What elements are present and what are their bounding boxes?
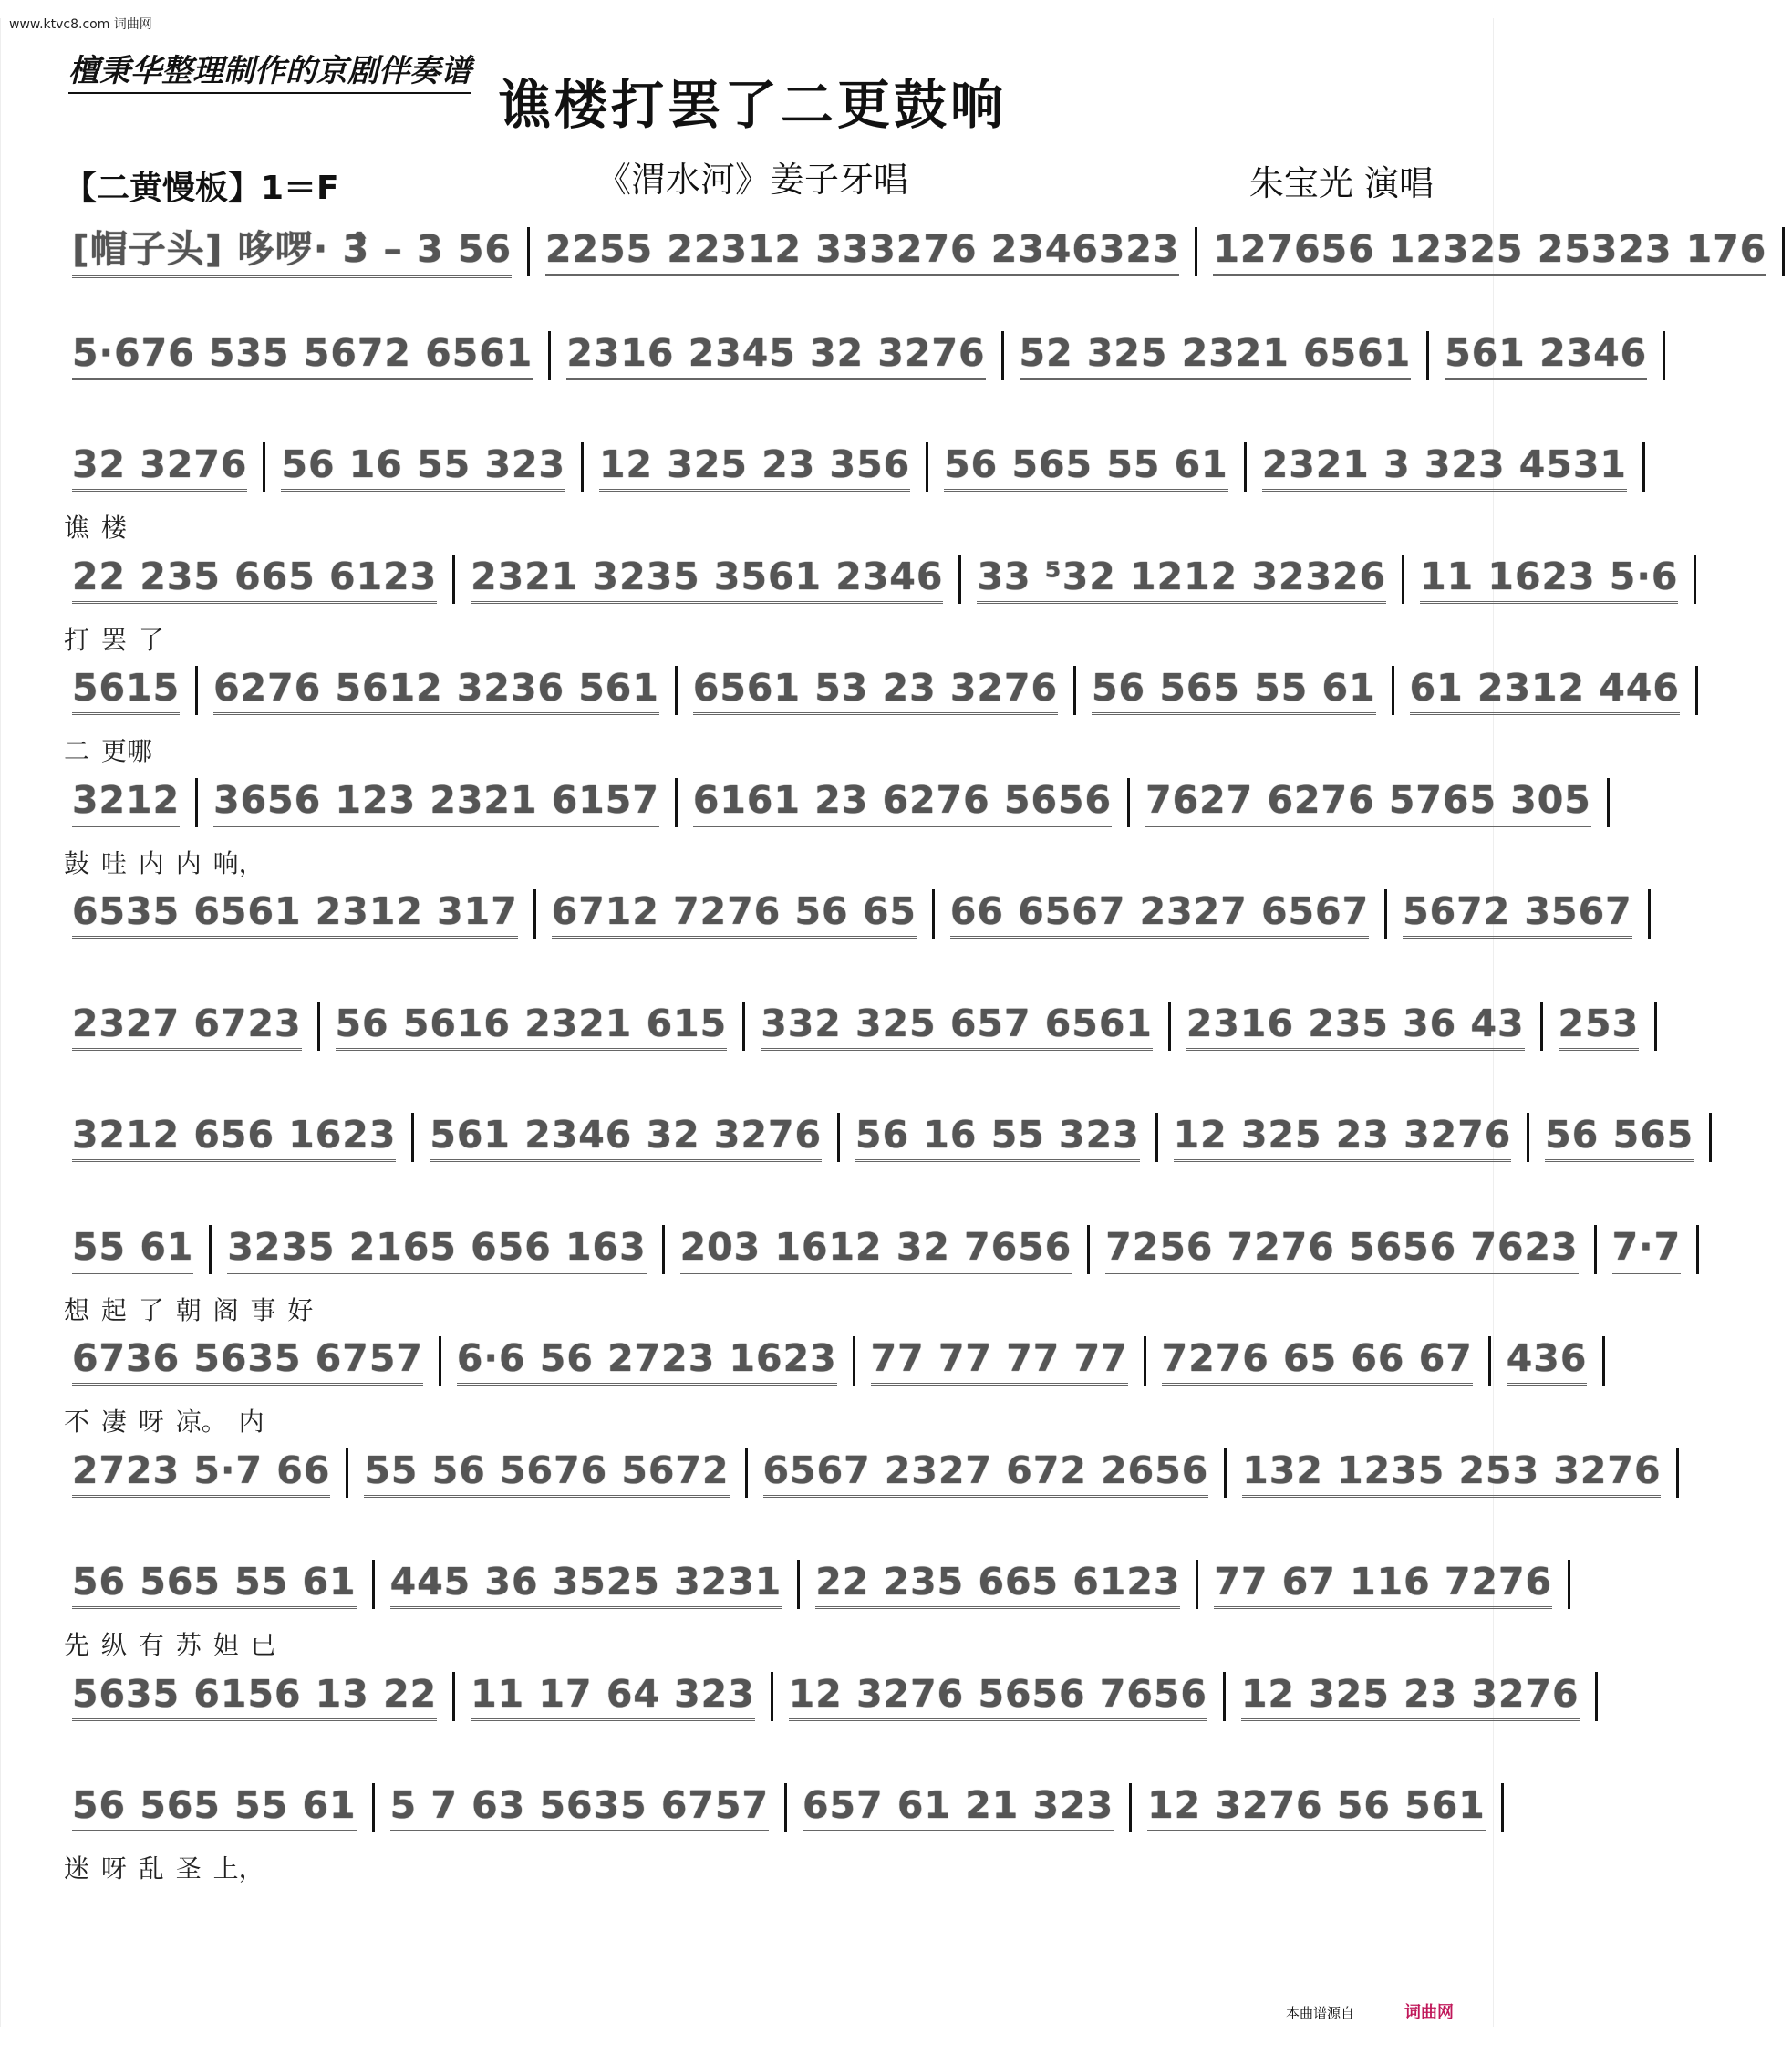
barline: [263, 442, 265, 492]
measure: 132 1235 253 3276: [1242, 1448, 1661, 1498]
notation-line: [64, 554, 1679, 609]
barline: [1607, 778, 1610, 827]
measure: 32 3276: [72, 442, 247, 492]
barline: [1223, 1672, 1226, 1721]
measure: 12 3276 56 561: [1147, 1783, 1486, 1832]
barline: [1001, 331, 1004, 380]
barline: [837, 1113, 840, 1162]
barline: [797, 1560, 800, 1609]
measure: 33 ⁵32 1212 32326: [977, 555, 1386, 604]
lyric-line: 鼓 哇 内 内 响，: [64, 847, 264, 878]
barline: [1501, 1783, 1504, 1832]
lyric-line: 二 更哪: [64, 736, 152, 766]
notation-line: [64, 1448, 1662, 1503]
barline: [1654, 1002, 1657, 1051]
barline: [1196, 1560, 1198, 1609]
measure: 56 565 55 61: [944, 442, 1228, 492]
notation-line: [64, 1336, 1588, 1391]
measure: 56 565 55 61: [72, 1783, 357, 1832]
barline: [1568, 1560, 1570, 1609]
measure: 56 565 55 61: [72, 1560, 357, 1609]
mode-and-key: 【二黄慢板】1＝F: [64, 170, 339, 207]
page-title: 谯楼打罢了二更鼓响: [497, 74, 1007, 136]
measure: 6561 53 23 3276: [693, 666, 1058, 715]
measure: 561 2346 32 3276: [430, 1113, 822, 1162]
measure: 56 5616 2321 615: [336, 1002, 728, 1051]
lyric-line: [64, 285, 1441, 317]
measure: 56 565 55 61: [1092, 666, 1376, 715]
barline: [1663, 331, 1665, 380]
measure: 5672 3567: [1403, 889, 1632, 939]
measure: 56 565: [1545, 1113, 1694, 1162]
barline: [853, 1336, 855, 1386]
lyric-line: [64, 397, 1441, 430]
barline: [1195, 227, 1197, 276]
barline: [195, 666, 198, 715]
measure: 77 67 116 7276: [1214, 1560, 1552, 1609]
score-row: [64, 889, 1632, 990]
notation-line: [64, 1001, 1640, 1056]
barline: [1695, 666, 1698, 715]
measure: 3212 656 1623: [72, 1113, 396, 1162]
measure: 3212: [72, 778, 180, 827]
measure: 7256 7276 5656 7623: [1105, 1225, 1578, 1274]
notation-line: [64, 1113, 1694, 1168]
measure: 2723 5·7 66: [72, 1448, 330, 1498]
barline: [1676, 1448, 1679, 1498]
barline: [533, 889, 536, 939]
measure: 332 325 657 6561: [761, 1002, 1153, 1051]
measure: 561 2346: [1445, 331, 1647, 380]
measure: 127656 12325 25323 176: [1213, 227, 1766, 276]
measure: 3235 2165 656 163: [227, 1225, 646, 1274]
notation-line: [64, 442, 1627, 497]
measure: 5·676 535 5672 6561: [72, 331, 533, 380]
score-row: [64, 330, 1648, 431]
score-row: [64, 442, 1627, 543]
measure: 22 235 665 6123: [72, 555, 437, 604]
barline: [1155, 1113, 1158, 1162]
barline: [1694, 555, 1696, 604]
barline: [1488, 1336, 1491, 1386]
lyric-line: [64, 1514, 1441, 1547]
score-row: [64, 777, 1591, 878]
barline: [1642, 442, 1645, 492]
barline: [1144, 1336, 1146, 1386]
performer: 朱宝光 演唱: [1248, 163, 1434, 203]
notation-line: [64, 1224, 1682, 1280]
notation-line: [64, 777, 1591, 833]
barline: [452, 1672, 455, 1721]
measure: 12 3276 5656 7656: [789, 1672, 1207, 1721]
barline: [662, 1225, 665, 1274]
barline: [926, 442, 928, 492]
barline: [1602, 1336, 1605, 1386]
score-row: [64, 1671, 1580, 1772]
barline: [527, 227, 530, 276]
measure: 6·6 56 2723 1623: [457, 1336, 837, 1386]
measure: 12 325 23 356: [599, 442, 910, 492]
footer-logo: 词曲网: [1404, 2003, 1454, 2022]
measure: 7627 6276 5765 305: [1145, 778, 1591, 827]
barline: [1527, 1113, 1529, 1162]
barline: [1224, 1448, 1227, 1498]
measure: 436: [1507, 1336, 1588, 1386]
barline: [581, 442, 584, 492]
barline: [745, 1448, 748, 1498]
measure: 2321 3235 3561 2346: [471, 555, 943, 604]
barline: [317, 1002, 320, 1051]
footer-source: 本曲谱源自: [1286, 2005, 1355, 2021]
barline: [1782, 227, 1785, 276]
barline: [1648, 889, 1651, 939]
barline: [548, 331, 551, 380]
measure: 11 1623 5·6: [1420, 555, 1678, 604]
measure: 22 235 665 6123: [815, 1560, 1180, 1609]
measure: 6161 23 6276 5656: [693, 778, 1112, 827]
score-row: [64, 1224, 1682, 1325]
barline: [1402, 555, 1404, 604]
measure: 2316 2345 32 3276: [566, 331, 985, 380]
lyric-line: [64, 1738, 1441, 1770]
notation-line: [64, 219, 1767, 274]
measure: [帽子头] 哆啰· 3̂ – 3 56: [72, 219, 512, 278]
measure: 2316 235 36 43: [1186, 1002, 1525, 1051]
measure: 12 325 23 3276: [1174, 1113, 1512, 1162]
measure: 5 7 63 5635 6757: [390, 1783, 769, 1832]
barline: [439, 1336, 441, 1386]
lyric-line: [64, 1067, 1441, 1100]
left-watermark: [0, 18, 12, 2027]
opera-subtitle: 《渭水河》姜子牙唱: [596, 160, 908, 200]
lyric-line: 先 纵 有 苏 妲 已: [64, 1630, 276, 1660]
barline: [958, 555, 961, 604]
measure: 5615: [72, 666, 180, 715]
barline: [742, 1002, 745, 1051]
notation-line: [64, 1671, 1580, 1727]
measure: 56 16 55 323: [855, 1113, 1140, 1162]
barline: [1384, 889, 1387, 939]
score-row: [64, 1336, 1588, 1437]
measure: 7·7: [1612, 1225, 1682, 1274]
measure: 2255 22312 333276 2346323: [545, 227, 1179, 276]
measure: 55 61: [72, 1225, 193, 1274]
barline: [1168, 1002, 1171, 1051]
measure: 6535 6561 2312 317: [72, 889, 518, 939]
barline: [675, 666, 678, 715]
barline: [1073, 666, 1076, 715]
score-row: [64, 219, 1767, 319]
barline: [195, 778, 198, 827]
notation-line: [64, 330, 1648, 386]
measure: 66 6567 2327 6567: [950, 889, 1369, 939]
measure: 52 325 2321 6561: [1020, 331, 1412, 380]
measure: 6567 2327 672 2656: [763, 1448, 1209, 1498]
measure: 6736 5635 6757: [72, 1336, 423, 1386]
arranger-note: 檀秉华整理制作的京剧伴奏谱: [68, 46, 471, 94]
measure: 56 16 55 323: [281, 442, 565, 492]
barline: [1244, 442, 1247, 492]
barline: [452, 555, 455, 604]
barline: [411, 1113, 414, 1162]
measure: 203 1612 32 7656: [680, 1225, 1072, 1274]
score-row: [64, 1560, 1553, 1660]
barline: [1129, 1783, 1132, 1832]
measure: 6712 7276 56 65: [552, 889, 917, 939]
lyric-line: 想 起 了 朝 阁 事 好: [64, 1294, 314, 1325]
measure: 2321 3 323 4531: [1262, 442, 1627, 492]
lyric-line: 不 凄 呀 凉。 内: [64, 1407, 264, 1437]
score-row: [64, 1113, 1694, 1213]
measure: 5635 6156 13 22: [72, 1672, 437, 1721]
notation-line: [64, 1783, 1486, 1838]
barline: [1696, 1225, 1699, 1274]
barline: [1087, 1225, 1090, 1274]
barline: [1127, 778, 1130, 827]
lyric-line: 打 罢 了: [64, 624, 164, 655]
measure: 12 325 23 3276: [1241, 1672, 1580, 1721]
measure: 3656 123 2321 6157: [213, 778, 659, 827]
measure: 61 2312 446: [1410, 666, 1680, 715]
barline: [784, 1783, 787, 1832]
site-url: www.ktvc8.com 词曲网: [9, 17, 152, 32]
lyric-line: 谯 楼: [64, 513, 127, 543]
score-row: [64, 1783, 1486, 1884]
notation-line: [64, 889, 1632, 944]
measure: 657 61 21 323: [803, 1783, 1114, 1832]
barline: [675, 778, 678, 827]
score-row: [64, 1448, 1662, 1549]
lyric-line: [64, 955, 1441, 988]
barline: [1709, 1113, 1712, 1162]
barline: [1426, 331, 1429, 380]
barline: [346, 1448, 348, 1498]
barline: [771, 1672, 773, 1721]
measure: 2327 6723: [72, 1002, 302, 1051]
lyric-line: [64, 1178, 1441, 1211]
notation-line: [64, 1560, 1553, 1614]
notation-line: [64, 666, 1680, 721]
barline: [1595, 1672, 1598, 1721]
barline: [1392, 666, 1394, 715]
score-row: [64, 554, 1679, 655]
measure: 445 36 3525 3231: [390, 1560, 782, 1609]
measure: 253: [1559, 1002, 1640, 1051]
measure: 55 56 5676 5672: [364, 1448, 729, 1498]
score-row: [64, 666, 1680, 766]
barline: [1540, 1002, 1543, 1051]
barline: [372, 1783, 375, 1832]
lyric-line: 迷 呀 乱 圣 上，: [64, 1853, 264, 1884]
measure: 7276 65 66 67: [1162, 1336, 1473, 1386]
barline: [372, 1560, 375, 1609]
barline: [932, 889, 935, 939]
measure: 6276 5612 3236 561: [213, 666, 659, 715]
barline: [1594, 1225, 1597, 1274]
measure: 11 17 64 323: [471, 1672, 755, 1721]
measure: 77 77 77 77: [871, 1336, 1128, 1386]
score-row: [64, 1001, 1640, 1102]
barline: [209, 1225, 212, 1274]
